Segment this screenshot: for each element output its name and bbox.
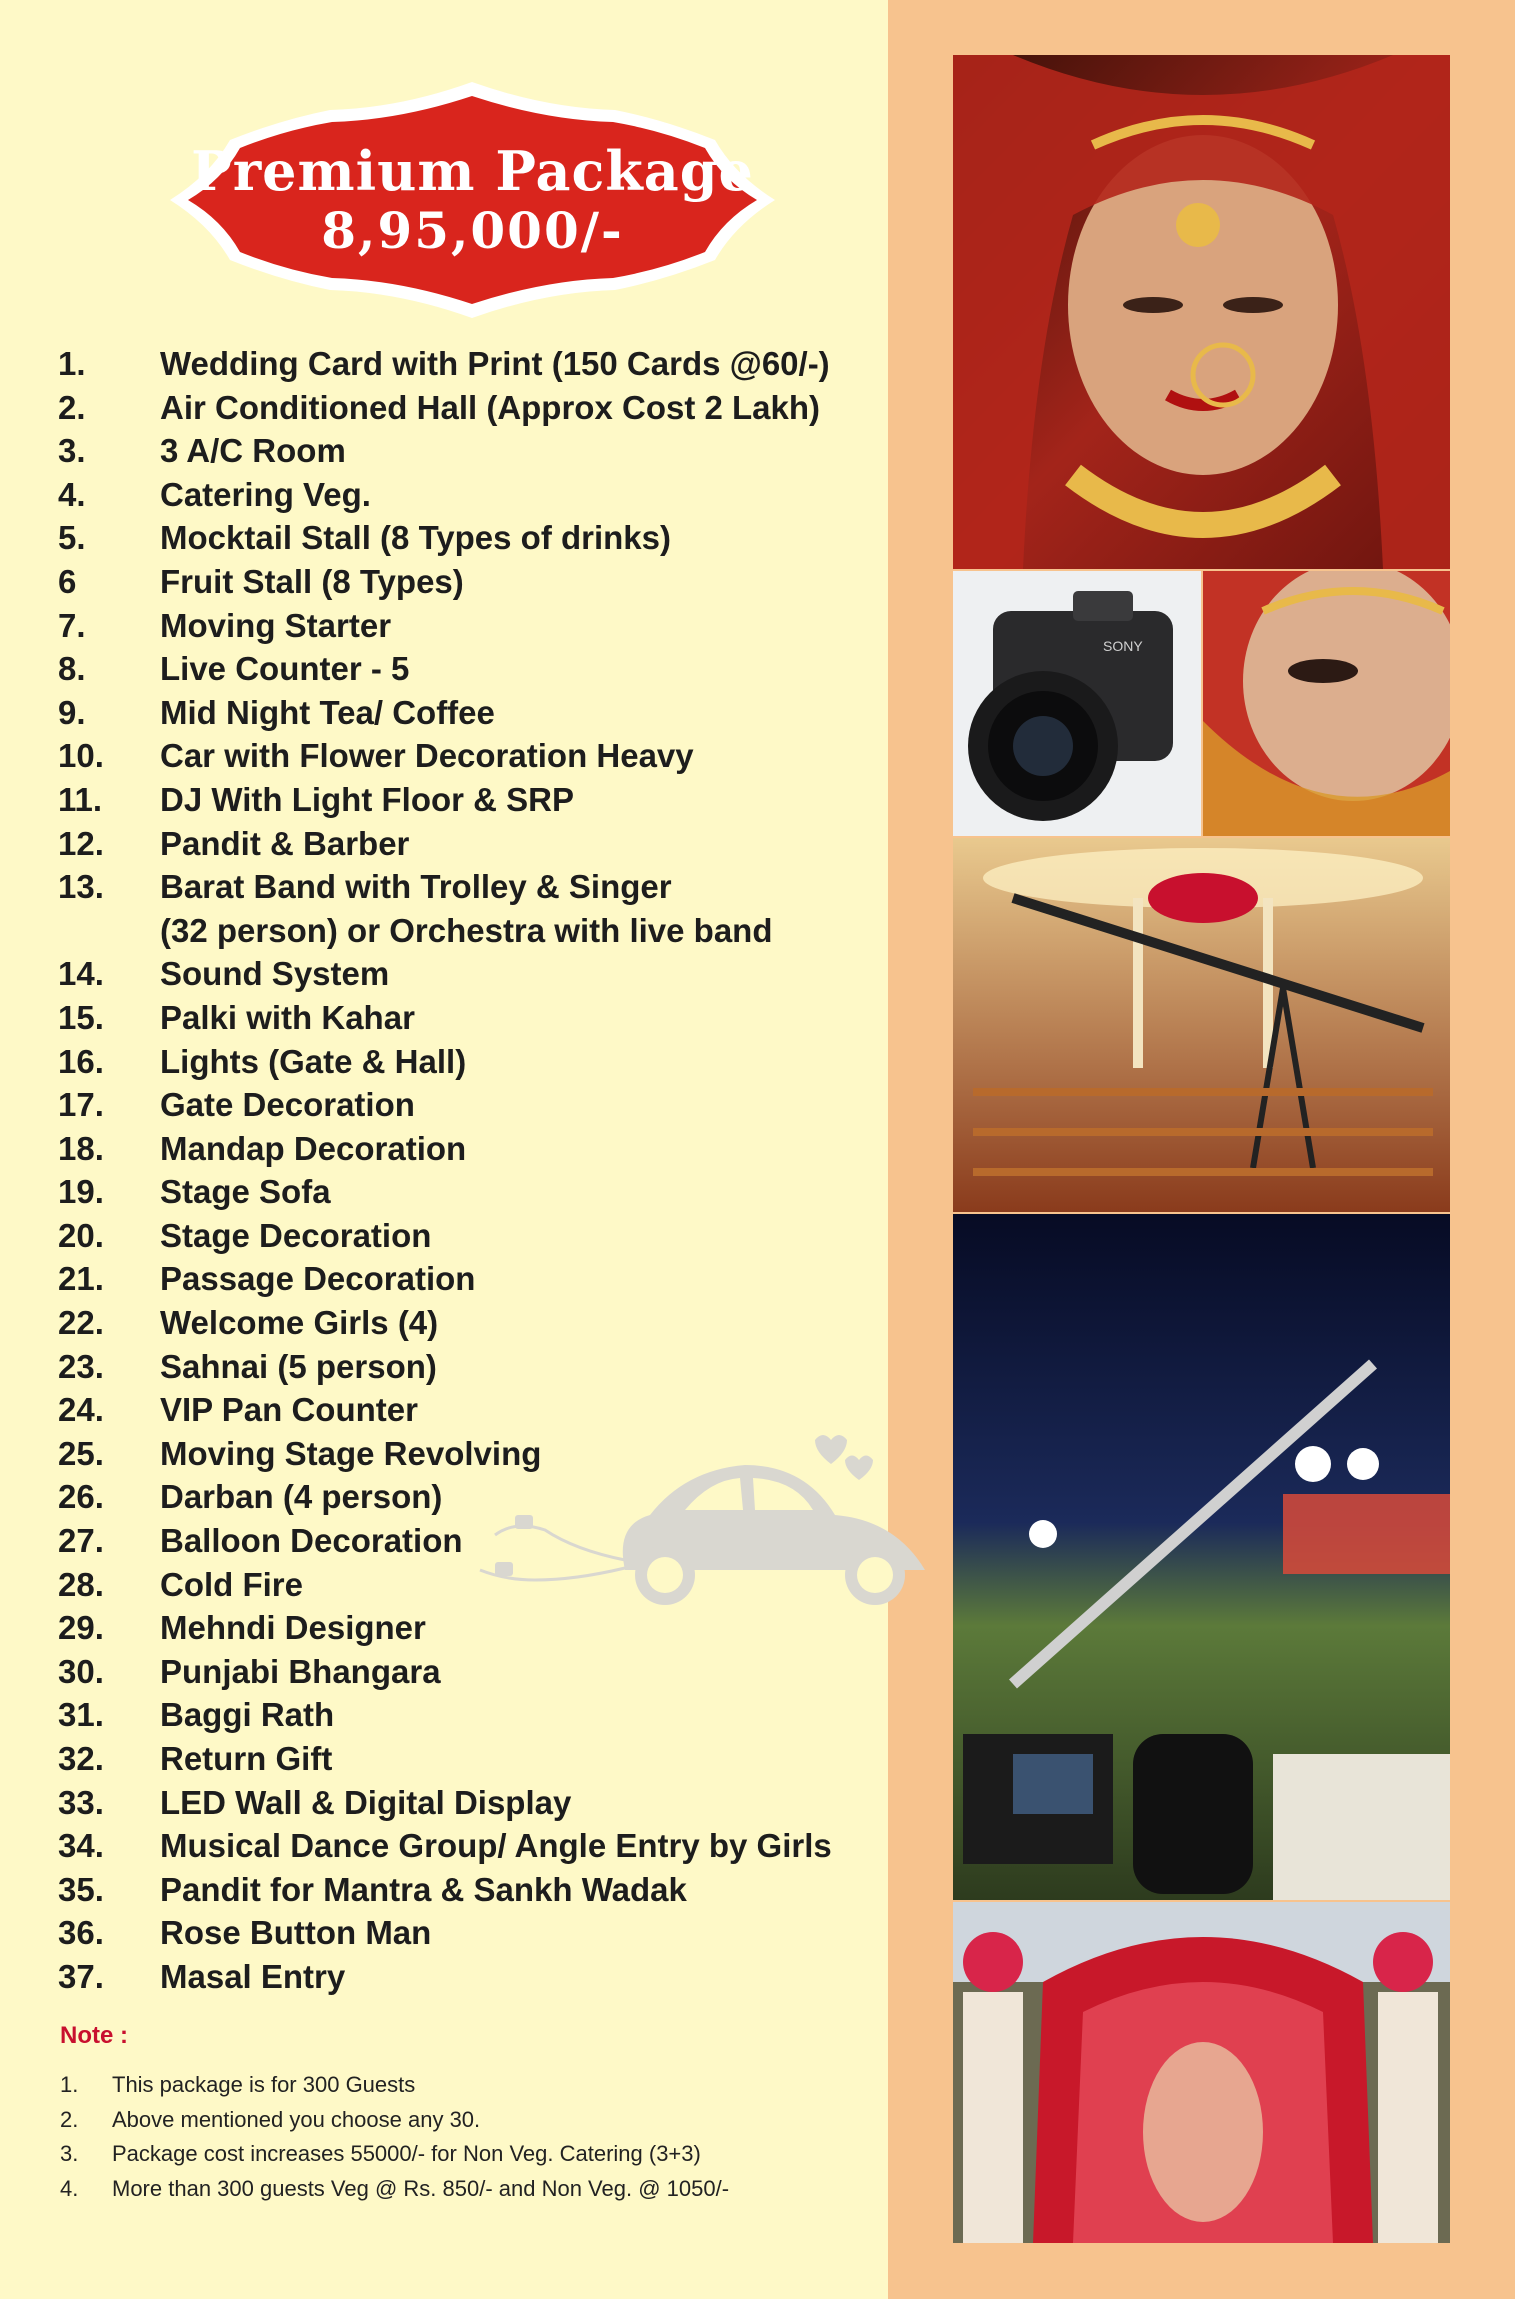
photo-bride-portrait [953,55,1450,569]
note-item: 1. This package is for 300 Guests [60,2072,416,2097]
list-item: 29. Mehndi Designer [58,1609,426,1647]
list-item: 24. VIP Pan Counter [58,1391,418,1429]
notes-list [60,2068,729,2206]
list-item: 2. Air Conditioned Hall (Approx Cost 2 Lakh) [58,388,821,426]
list-item: 34. Musical Dance Group/ Angle Entry by Girls [58,1827,832,1865]
list-item: 9. Mid Night Tea/ Coffee [58,693,495,731]
list-item: 16. Lights (Gate & Hall) [58,1042,467,1080]
list-item: 22. Welcome Girls (4) [58,1304,439,1342]
list-item: 8. Live Counter - 5 [58,650,410,688]
list-item: 7. Moving Starter [58,606,392,644]
list-item: 26. Darban (4 person) [58,1478,443,1516]
list-item: 30. Punjabi Bhangara [58,1652,441,1690]
camera-brand: SONY [1103,638,1143,654]
list-item: 35. Pandit for Mantra & Sankh Wadak [58,1870,687,1908]
photo-decorated-hall [953,838,1450,1212]
note-item: 3. Package cost increases 55000/- for Non Veg. Catering (3+3) [60,2141,701,2166]
package-price: 8,95,000/- [321,201,624,260]
photo-outdoor-night [953,1214,1450,1900]
list-item: 6 Fruit Stall (8 Types) [58,562,464,600]
list-item: 13. Barat Band with Trolley & Singer [58,868,672,906]
list-item: 37. Masal Entry [58,1957,346,1995]
list-item: 4. Catering Veg. [58,475,371,513]
list-item: 25. Moving Stage Revolving [58,1434,542,1472]
list-item: 28. Cold Fire [58,1565,304,1603]
list-item: 14. Sound System [58,955,390,993]
photo-palki-doli [953,1902,1450,2243]
list-item: 20. Stage Decoration [58,1216,432,1254]
list-item: 15. Palki with Kahar [58,998,415,1036]
list-item: 17. Gate Decoration [58,1086,415,1124]
note-item: 4. More than 300 guests Veg @ Rs. 850/- and Non Veg. @ 1050/- [60,2175,730,2201]
list-item: 1. Wedding Card with Print (150 Cards @60/-) [58,345,830,382]
package-badge-text [160,80,785,320]
list-item: 31. Baggi Rath [58,1696,335,1734]
list-item: 12. Pandit & Barber [58,824,410,862]
package-title: Premium Package [191,139,754,203]
list-item: 33. LED Wall & Digital Display [58,1783,572,1821]
note-title: Note : [60,2022,128,2049]
list-item: 27. Balloon Decoration [58,1522,463,1560]
list-item: 10. Car with Flower Decoration Heavy [58,737,694,775]
list-item: 3. 3 A/C Room [58,432,346,470]
list-item: 18. Mandap Decoration [58,1129,467,1167]
list-item: 5. Mocktail Stall (8 Types of drinks) [58,519,672,557]
list-item: 19. Stage Sofa [58,1173,331,1211]
list-item: 32. Return Gift [58,1740,333,1777]
list-item: 21. Passage Decoration [58,1260,476,1298]
list-item: 11. DJ With Light Floor & SRP [58,780,574,818]
list-item-continuation: (32 person) or Orchestra with live band [160,911,773,949]
list-item: 36. Rose Button Man [58,1914,432,1952]
note-item: 2. Above mentioned you choose any 30. [60,2106,481,2132]
photo-camera [953,571,1201,836]
package-items-list [58,342,888,1999]
list-item: 23. Sahnai (5 person) [58,1347,437,1385]
photo-bride-closeup [1203,571,1450,836]
